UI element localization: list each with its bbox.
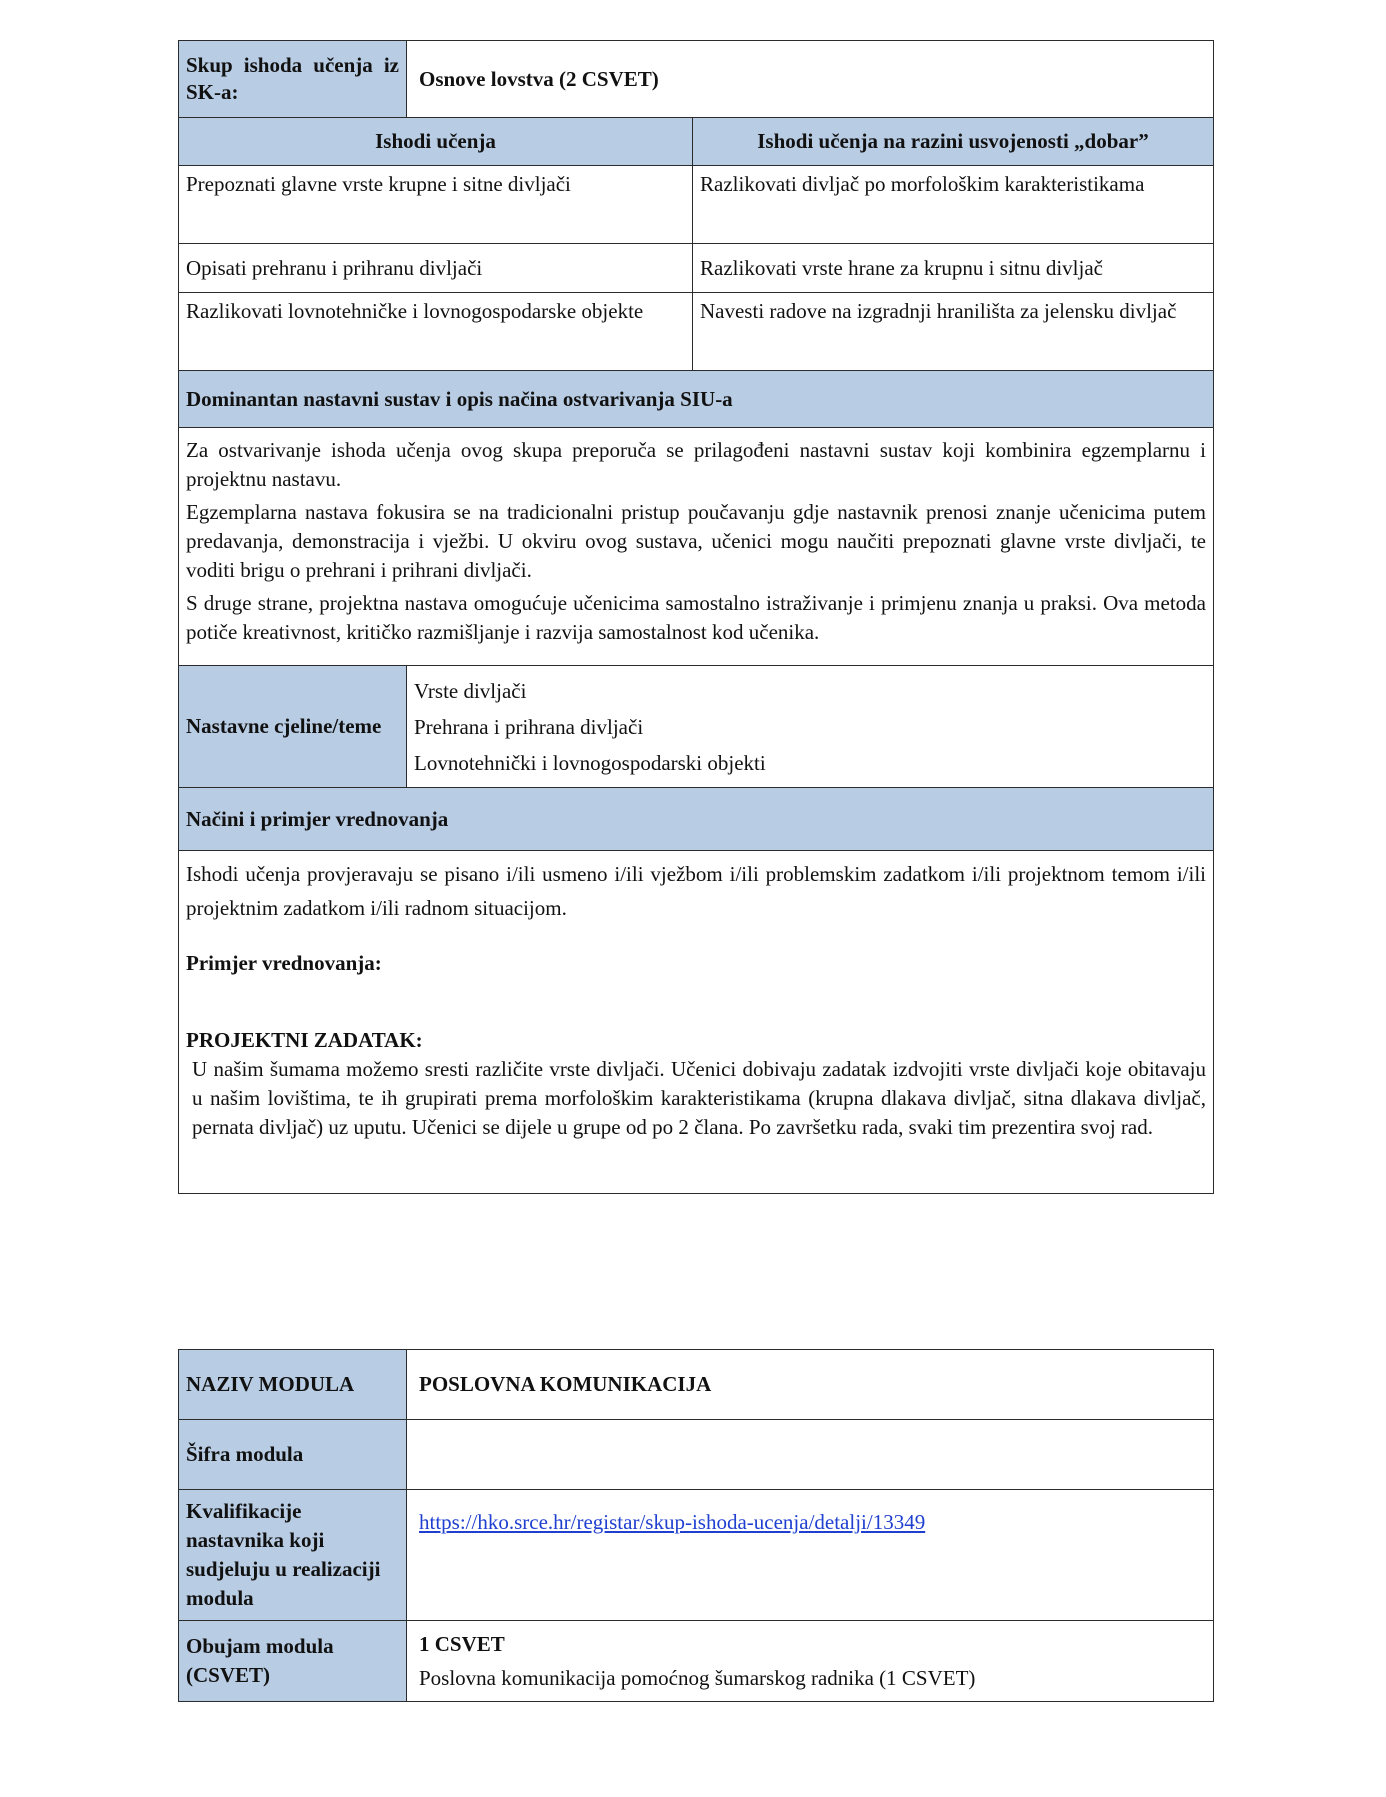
paragraph: Egzemplarna nastava fokusira se na tradicionalni pristup poučavanju gdje nastavnik prenosi znanje učenicima putem predavanja, demonstracija i vježbi. U okviru ovog sustava, učenici mogu naučiti prepoznati glavne vrste divljači, te voditi brigu o prehrani i prihrani divljači.: [186, 500, 1206, 582]
outcome-cell: Razlikovati lovnotehničke i lovnogospodarske objekte: [179, 293, 693, 371]
outcome-cell: Opisati prehranu i prihranu divljači: [179, 244, 693, 293]
outcome-good-cell: Navesti radove na izgradnji hranilišta za jelensku divljač: [693, 293, 1214, 371]
sio-value: Osnove lovstva (2 CSVET): [407, 41, 1214, 118]
project-label: PROJEKTNI ZADATAK:: [186, 1028, 423, 1052]
paragraph: Za ostvarivanje ishoda učenja ovog skupa preporuča se prilagođeni nastavni sustav koji kombinira egzemplarnu i projektnu nastavu.: [186, 438, 1206, 491]
volume-credits: 1 CSVET: [419, 1632, 505, 1656]
example-label: Primjer vrednovanja:: [186, 951, 382, 975]
outcome-row: [179, 293, 1214, 371]
themes-label: Nastavne cjeline/teme: [179, 666, 407, 788]
qualifications-link[interactable]: https://hko.srce.hr/registar/skup-ishoda-ucenja/detalji/13349: [419, 1510, 926, 1534]
outcome-row: [179, 244, 1214, 293]
module-code-value: [407, 1420, 1214, 1490]
theme-item: Vrste divljači: [414, 678, 527, 703]
volume-detail: Poslovna komunikacija pomoćnog šumarskog radnika (1 CSVET): [419, 1666, 976, 1690]
evaluation-text: Ishodi učenja provjeravaju se pisano i/ili usmeno i/ili vježbom i/ili problemskim zadatkom i/ili projektnom temom i/ili projektnim zadatkom i/ili radnom situacijom.: [186, 862, 1206, 920]
col-header-good-level: Ishodi učenja na razini usvojenosti „dobar”: [693, 118, 1214, 166]
teacher-qualifications-value: [407, 1490, 1214, 1621]
outcome-cell: Prepoznati glavne vrste krupne i sitne divljači: [179, 166, 693, 244]
themes-list: [407, 666, 1214, 788]
dominant-system-header: Dominantan nastavni sustav i opis načina ostvarivanja SIU-a: [179, 371, 1214, 428]
evaluation-header: Načini i primjer vrednovanja: [179, 788, 1214, 851]
teacher-qualifications-label: Kvalifikacije nastavnika koji sudjeluju u realizaciji modula: [179, 1490, 407, 1621]
outcome-good-cell: Razlikovati divljač po morfološkim karakteristikama: [693, 166, 1214, 244]
evaluation-content: [179, 851, 1214, 1194]
module-name-value: POSLOVNA KOMUNIKACIJA: [407, 1350, 1214, 1420]
dominant-system-description: [179, 428, 1214, 666]
paragraph: S druge strane, projektna nastava omogućuje učenicima samostalno istraživanje i primjenu znanja u praksi. Ova metoda potiče kreativnost, kritičko razmišljanje i razvija samostalnost kod učenika.: [186, 591, 1206, 644]
module-info-table: [178, 1349, 1214, 1702]
module-code-label: Šifra modula: [179, 1420, 407, 1490]
module-volume-label: Obujam modula (CSVET): [179, 1621, 407, 1702]
theme-item: Lovnotehnički i lovnogospodarski objekti: [414, 750, 766, 775]
col-header-outcomes: Ishodi učenja: [179, 118, 693, 166]
module-name-label: NAZIV MODULA: [179, 1350, 407, 1420]
theme-item: Prehrana i prihrana divljači: [414, 714, 644, 739]
outcome-row: [179, 166, 1214, 244]
learning-outcomes-table: [178, 40, 1214, 1194]
sio-label: Skup ishoda učenja iz SK-a:: [179, 41, 407, 118]
outcome-good-cell: Razlikovati vrste hrane za krupnu i sitnu divljač: [693, 244, 1214, 293]
module-volume-value: [407, 1621, 1214, 1702]
project-text: U našim šumama možemo sresti različite vrste divljači. Učenici dobivaju zadatak izdvojiti vrste divljači koje obitavaju u našim lovištima, te ih grupirati prema morfološkim karakteristikama (krupna dlakava divljač, sitna dlakava divljač, pernata divljač) uz uputu. Učenici se dijele u grupe od po 2 člana. Po završetku rada, svaki tim prezentira svoj rad.: [192, 1057, 1206, 1139]
